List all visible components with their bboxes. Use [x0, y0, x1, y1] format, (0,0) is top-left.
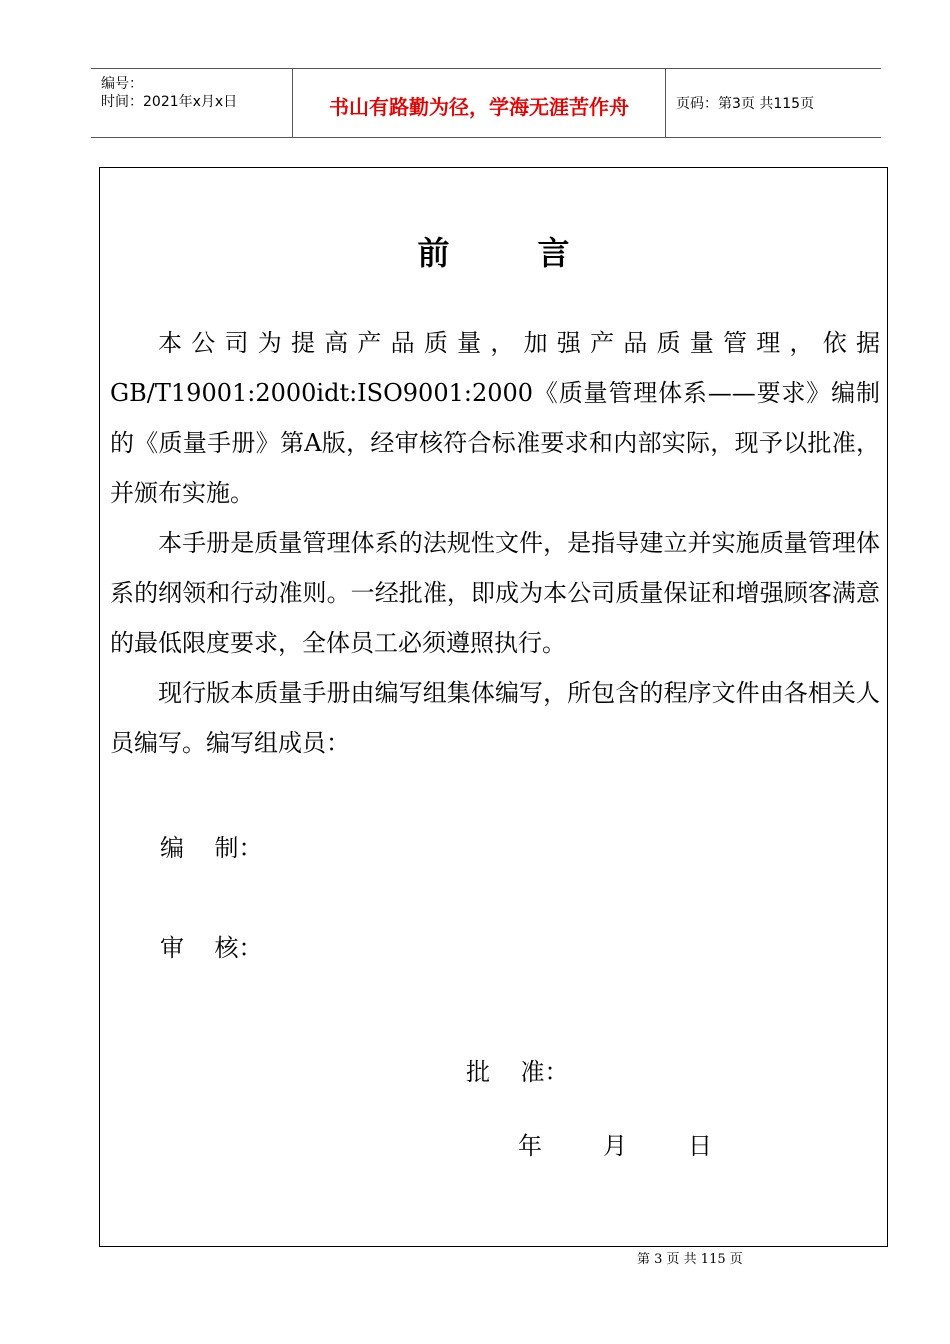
- preface-paragraph-2: 本手册是质量管理体系的法规性文件，是指导建立并实施质量管理体系的纲领和行动准则。一经批准，即成为本公司质量保证和增强顾客满意的最低限度要求，全体员工必须遵照执行。: [110, 529, 880, 657]
- document-time-label: 时间：2021年x月x日: [101, 94, 238, 110]
- compile-label: 编 制：: [160, 834, 263, 862]
- page-footer: 第 3 页 共 115 页: [637, 1252, 743, 1267]
- header-slogan-cell: [293, 69, 666, 137]
- document-frame: [99, 167, 888, 1247]
- header-page-info: 页码：第3页 共115页: [676, 96, 815, 112]
- preface-paragraph-1: 本公司为提高产品质量，加强产品质量管理，依据GB/T19001:2000idt:ISO9001:2000《质量管理体系——要求》编制的《质量手册》第A版，经审核符合标准要求和内部实际，现予以批准，并颁布实施。: [110, 329, 880, 507]
- header-slogan: 书山有路勤为径，学海无涯苦作舟: [329, 95, 629, 119]
- document-number-label: 编号：: [101, 76, 143, 92]
- date-label: 年 月 日: [518, 1132, 713, 1160]
- page-title: 前言: [417, 234, 658, 272]
- review-label: 审 核：: [160, 934, 263, 962]
- header-meta-cell: [91, 69, 293, 137]
- preface-body: [110, 318, 880, 768]
- preface-paragraph-3: 现行版本质量手册由编写组集体编写，所包含的程序文件由各相关人员编写。编写组成员：: [110, 679, 880, 757]
- page-header: [91, 68, 881, 138]
- header-page-cell: [666, 69, 881, 137]
- approve-label: 批 准：: [466, 1058, 569, 1086]
